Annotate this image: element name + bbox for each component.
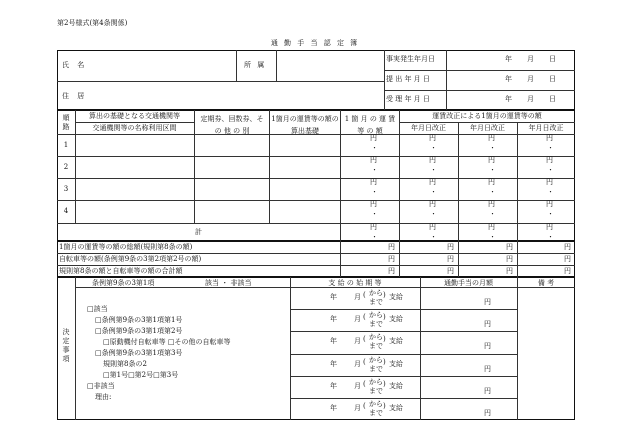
yen-mark: 円 <box>370 156 377 164</box>
payment-kara: から <box>369 355 383 364</box>
payment-row-divider <box>290 398 517 399</box>
payment-brace-open: ( <box>363 313 366 322</box>
col-monthly: 通勤手当の月額 <box>444 279 493 287</box>
payment-shikyu: 支給 <box>389 359 403 368</box>
payment-made: まで <box>369 364 383 373</box>
decimal-dot: ・ <box>430 188 437 196</box>
payment-brace-close: ) <box>383 357 386 366</box>
form-label: 第2号様式(第4条関係) <box>57 19 128 27</box>
payment-yen: 円 <box>484 342 491 351</box>
date-label-incident: 事実発生年月日 <box>386 55 435 63</box>
yen-mark: 円 <box>370 200 377 208</box>
option-rule-items[interactable]: □第1号□第2号□第3号 <box>103 371 179 379</box>
decimal-dot: ・ <box>371 210 378 218</box>
summary-yen-mark: 円 <box>388 243 395 251</box>
summary-yen-mark: 円 <box>564 267 571 275</box>
summary-bicycle-label: 自転車等の額(条例第9条の3第2項第2号の額) <box>59 255 202 263</box>
col-revision-date: 年月日改正 <box>411 124 446 132</box>
date-label-submit: 提 出 年 月 日 <box>386 75 430 83</box>
option-not-applicable[interactable]: □非該当 <box>87 382 115 390</box>
decimal-dot: ・ <box>489 144 496 152</box>
row-number: 3 <box>63 185 69 193</box>
payment-brace-close: ) <box>383 335 386 344</box>
date-year: 年 <box>505 55 512 63</box>
col-monthly-calc: 1箇月の運賃等の額の算出基礎 <box>271 115 339 135</box>
option-item-1[interactable]: □条例第9条の3第1項第1号 <box>95 316 183 324</box>
payment-kara: から <box>369 289 383 298</box>
yen-mark: 円 <box>546 156 553 164</box>
payment-brace-open: ( <box>363 357 366 366</box>
date-label-receipt: 受 理 年 月 日 <box>386 95 430 103</box>
decimal-dot: ・ <box>547 144 554 152</box>
decimal-dot: ・ <box>489 166 496 174</box>
payment-brace-close: ) <box>383 313 386 322</box>
yen-mark: 円 <box>370 223 377 231</box>
yen-mark: 円 <box>546 223 553 231</box>
payment-year: 年 <box>330 403 337 412</box>
payment-row-divider <box>290 309 517 310</box>
option-reason: 理由: <box>95 393 112 401</box>
payment-row-divider <box>290 331 517 332</box>
decimal-dot: ・ <box>371 166 378 174</box>
payment-month: 月 <box>354 315 361 324</box>
date-month: 月 <box>527 55 534 63</box>
decimal-dot: ・ <box>430 210 437 218</box>
col-applicable: 条例第9条の3第1項 <box>92 279 155 287</box>
decimal-dot: ・ <box>547 166 554 174</box>
yen-mark: 円 <box>488 134 495 142</box>
header-block <box>57 50 575 110</box>
payment-yen: 円 <box>484 298 491 307</box>
payment-year: 年 <box>330 315 337 324</box>
col-payment-start: 支 給 の 始 期 等 <box>328 279 382 287</box>
payment-year: 年 <box>330 293 337 302</box>
payment-made: まで <box>369 298 383 307</box>
payment-yen: 円 <box>484 408 491 417</box>
payment-kara: から <box>369 333 383 342</box>
payment-shikyu: 支給 <box>389 337 403 346</box>
row-number: 1 <box>63 141 69 149</box>
yen-mark: 円 <box>546 200 553 208</box>
summary-yen-mark: 円 <box>564 243 571 251</box>
yen-mark: 円 <box>429 178 436 186</box>
col-yesno: 該当 ・ 非該当 <box>205 279 252 287</box>
name-label: 氏 名 <box>62 61 88 69</box>
payment-brace-close: ) <box>383 401 386 410</box>
address-label: 住 居 <box>62 92 88 100</box>
payment-year: 年 <box>330 381 337 390</box>
payment-kara: から <box>369 311 383 320</box>
payment-brace-open: ( <box>363 379 366 388</box>
yen-mark: 円 <box>429 134 436 142</box>
payment-brace-open: ( <box>363 401 366 410</box>
yen-mark: 円 <box>370 178 377 186</box>
col-revision-date: 年月日改正 <box>528 124 564 132</box>
summary-yen-mark: 円 <box>506 255 513 263</box>
col-revision-date: 年月日改正 <box>470 124 505 132</box>
col-revision: 運賃改正による1箇月の運賃等の額 <box>432 112 542 120</box>
date-day: 日 <box>549 75 556 83</box>
option-rule-8-2: 規則第8条の2 <box>103 360 147 368</box>
payment-brace-close: ) <box>383 291 386 300</box>
summary-yen-mark: 円 <box>447 243 454 251</box>
col-remarks: 備 考 <box>537 279 555 287</box>
payment-month: 月 <box>354 359 361 368</box>
date-day: 日 <box>549 95 556 103</box>
date-day: 日 <box>549 55 556 63</box>
payment-kara: から <box>369 399 383 408</box>
decimal-dot: ・ <box>547 210 554 218</box>
payment-brace-open: ( <box>363 291 366 300</box>
decimal-dot: ・ <box>489 210 496 218</box>
payment-made: まで <box>369 408 383 417</box>
yen-mark: 円 <box>488 223 495 231</box>
affiliation-label: 所 属 <box>244 61 267 69</box>
option-item-2[interactable]: □条例第9条の3第1項第2号 <box>95 327 183 335</box>
payment-shikyu: 支給 <box>389 293 403 302</box>
payment-year: 年 <box>330 337 337 346</box>
summary-yen-mark: 円 <box>447 255 454 263</box>
summary-combined-label: 規則第8条の額と自転車等の額の合計額 <box>59 267 183 275</box>
yen-mark: 円 <box>370 134 377 142</box>
col-ticket: 定期券、回数券、そ の 他 の 別 <box>200 115 264 135</box>
col-basis-transport: 算出の基礎となる交通機関等 <box>89 112 180 120</box>
payment-month: 月 <box>354 293 361 302</box>
payment-shikyu: 支給 <box>389 403 403 412</box>
decision-side-label: 決定事項 <box>62 328 70 363</box>
option-motor-bicycle[interactable]: □原動機付自転車等 □その他の自転車等 <box>103 338 231 346</box>
summary-yen-mark: 円 <box>506 267 513 275</box>
summary-yen-mark: 円 <box>388 255 395 263</box>
yen-mark: 円 <box>546 178 553 186</box>
payment-kara: から <box>369 377 383 386</box>
yen-mark: 円 <box>488 178 495 186</box>
summary-yen-mark: 円 <box>388 267 395 275</box>
yen-mark: 円 <box>429 223 436 231</box>
payment-month: 月 <box>354 381 361 390</box>
decimal-dot: ・ <box>430 144 437 152</box>
decimal-dot: ・ <box>371 233 378 241</box>
payment-made: まで <box>369 386 383 395</box>
payment-row-divider <box>290 376 517 377</box>
col-monthly-amount: 1 箇 月 の 運 賃 等 の 額 <box>344 115 396 135</box>
payment-row-divider <box>290 354 517 355</box>
payment-brace-open: ( <box>363 335 366 344</box>
option-applicable[interactable]: □該当 <box>87 305 108 313</box>
payment-year: 年 <box>330 359 337 368</box>
payment-yen: 円 <box>484 386 491 395</box>
row-number: 2 <box>63 163 69 171</box>
yen-mark: 円 <box>429 200 436 208</box>
summary-total-label: 1箇月の運賃等の額の総額(規則第8条の額) <box>59 243 193 251</box>
decimal-dot: ・ <box>371 188 378 196</box>
date-year: 年 <box>505 75 512 83</box>
date-year: 年 <box>505 95 512 103</box>
option-item-3[interactable]: □条例第9条の3第1項第3号 <box>95 349 183 357</box>
summary-yen-mark: 円 <box>564 255 571 263</box>
payment-yen: 円 <box>484 364 491 373</box>
total-label: 計 <box>195 228 202 236</box>
payment-brace-close: ) <box>383 379 386 388</box>
payment-made: まで <box>369 320 383 329</box>
decimal-dot: ・ <box>430 233 437 241</box>
decimal-dot: ・ <box>489 188 496 196</box>
date-month: 月 <box>527 95 534 103</box>
decimal-dot: ・ <box>430 166 437 174</box>
summary-yen-mark: 円 <box>447 267 454 275</box>
payment-month: 月 <box>354 403 361 412</box>
yen-mark: 円 <box>546 134 553 142</box>
yen-mark: 円 <box>429 156 436 164</box>
payment-shikyu: 支給 <box>389 315 403 324</box>
row-number: 4 <box>63 207 69 215</box>
summary-yen-mark: 円 <box>506 243 513 251</box>
page-title: 通 勤 手 当 認 定 簿 <box>270 39 360 47</box>
yen-mark: 円 <box>488 156 495 164</box>
payment-shikyu: 支給 <box>389 381 403 390</box>
decimal-dot: ・ <box>489 233 496 241</box>
payment-month: 月 <box>354 337 361 346</box>
payment-yen: 円 <box>484 320 491 329</box>
decimal-dot: ・ <box>371 144 378 152</box>
col-order-header: 順路 <box>62 114 70 131</box>
payment-made: まで <box>369 342 383 351</box>
col-basis-section: 交通機関等の名称利用区間 <box>92 124 177 132</box>
yen-mark: 円 <box>488 200 495 208</box>
decimal-dot: ・ <box>547 188 554 196</box>
decimal-dot: ・ <box>547 233 554 241</box>
date-month: 月 <box>527 75 534 83</box>
